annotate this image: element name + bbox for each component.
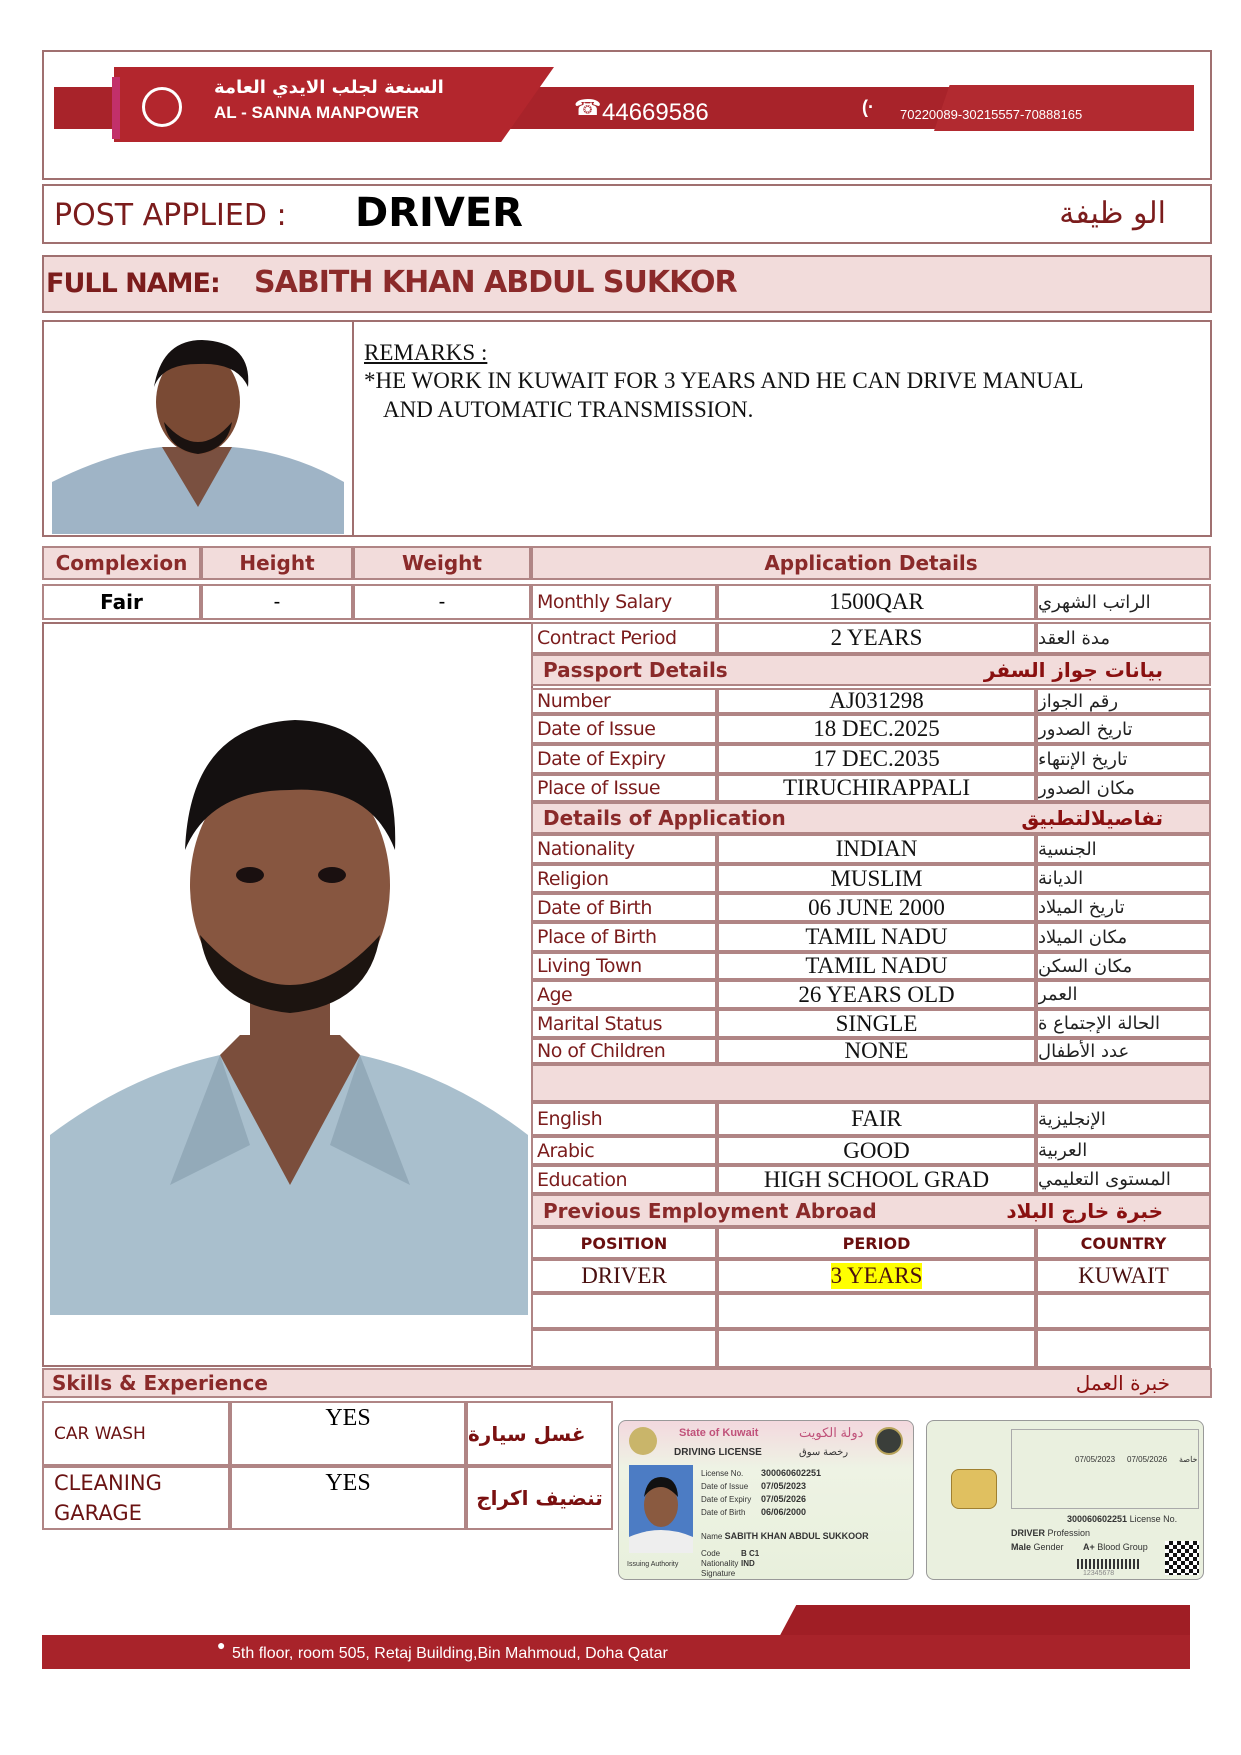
row-label-ar: الراتب الشهري <box>1036 584 1211 620</box>
kuwait-emblem-icon <box>629 1427 657 1455</box>
license-issue-date: 07/05/2023 <box>761 1481 807 1491</box>
license-back-expiry: 07/05/2026 <box>1127 1455 1168 1464</box>
section-title-ar: بيانات جواز السفر <box>983 658 1163 682</box>
phone-number: 44669586 <box>602 99 709 126</box>
phone-icon: ☎ <box>574 95 602 120</box>
row-label: Nationality <box>531 834 717 864</box>
license-code-label: Code <box>701 1549 721 1558</box>
skills-header <box>42 1368 1212 1398</box>
row-value: 18 DEC.2025 <box>717 714 1036 744</box>
mobile-icon: (· <box>862 97 874 117</box>
row-label-ar: الجنسية <box>1036 834 1211 864</box>
post-applied-label: POST APPLIED : <box>54 198 287 233</box>
remarks-text-2: AND AUTOMATIC TRANSMISSION. <box>383 397 754 422</box>
globe-logo-icon <box>142 87 182 127</box>
passport-details-header <box>531 654 1211 686</box>
row-label-ar: المستوى التعليمي <box>1036 1165 1211 1194</box>
footer-banner <box>42 1605 1190 1669</box>
row-value: TAMIL NADU <box>717 922 1036 952</box>
previous-employment-header <box>531 1194 1211 1227</box>
license-name: SABITH KHAN ABDUL SUKKOOR <box>724 1531 869 1541</box>
license-field-label: Date of Issue <box>701 1482 749 1491</box>
row-label: Number <box>531 688 717 714</box>
skills-title-ar: خبرة العمل <box>1075 1371 1170 1395</box>
row-value: 17 DEC.2035 <box>717 744 1036 774</box>
license-code: B C1 <box>741 1549 760 1558</box>
employment-empty-cell <box>717 1329 1036 1368</box>
employment-empty-cell <box>531 1293 717 1329</box>
row-label-ar: مدة العقد <box>1036 622 1211 654</box>
row-label-ar: عدد الأطفال <box>1036 1038 1211 1064</box>
employment-column-header: POSITION <box>531 1227 717 1259</box>
skill-label: CAR WASH <box>42 1401 230 1466</box>
skills-title: Skills & Experience <box>52 1371 268 1395</box>
license-back-number-label: License No. <box>1129 1514 1178 1524</box>
license-back-number: 300060602251 <box>1067 1514 1128 1524</box>
applicant-photo-small <box>52 332 344 534</box>
row-label-ar: تاريخ الصدور <box>1036 714 1211 744</box>
applicant-photo-large <box>50 715 528 1315</box>
full-name-value: SABITH KHAN ABDUL SUKKOR <box>254 265 737 300</box>
row-label: Date of Expiry <box>531 744 717 774</box>
row-value: NONE <box>717 1038 1036 1064</box>
row-value: 26 YEARS OLD <box>717 980 1036 1009</box>
license-state: State of Kuwait <box>679 1427 759 1439</box>
skill-value: YES <box>230 1401 466 1466</box>
employment-column-header: COUNTRY <box>1036 1227 1211 1259</box>
license-back-profession-label: Profession <box>1047 1528 1091 1538</box>
row-label-ar: تاريخ الميلاد <box>1036 893 1211 922</box>
license-field-label: License No. <box>701 1469 744 1478</box>
height-value: - <box>201 584 353 620</box>
row-label-ar: العربية <box>1036 1136 1211 1165</box>
employment-cell: DRIVER <box>531 1259 717 1293</box>
row-value: TIRUCHIRAPPALI <box>717 774 1036 802</box>
row-label: English <box>531 1102 717 1136</box>
blank-row <box>531 1064 1211 1102</box>
license-nationality: IND <box>741 1559 755 1568</box>
location-pin-icon: ● <box>217 1637 226 1653</box>
license-nationality-label: Nationality <box>701 1559 739 1568</box>
row-label-ar: الحالة الإجتماع ة <box>1036 1009 1211 1038</box>
row-label: Contract Period <box>531 622 717 654</box>
row-label: No of Children <box>531 1038 717 1064</box>
row-label-ar: الإنجليزية <box>1036 1102 1211 1136</box>
license-field-label: Date of Birth <box>701 1508 746 1517</box>
row-value: 06 JUNE 2000 <box>717 893 1036 922</box>
license-expiry-date: 07/05/2026 <box>761 1494 807 1504</box>
row-label: Living Town <box>531 952 717 980</box>
row-label-ar: مكان الميلاد <box>1036 922 1211 952</box>
section-title-ar: خبرة خارج البلاد <box>1006 1198 1163 1223</box>
row-label: Education <box>531 1165 717 1194</box>
footer-address: 5th floor, room 505, Retaj Building,Bin Mahmoud, Doha Qatar <box>232 1645 668 1662</box>
license-birth-date: 06/06/2000 <box>761 1507 807 1517</box>
license-title-ar: رخصة سوق <box>799 1447 849 1458</box>
barcode <box>1077 1559 1139 1569</box>
mobile-numbers: 70220089-30215557-70888165 <box>900 107 1083 122</box>
license-name-label: Name <box>701 1532 723 1541</box>
employment-cell <box>717 1259 1036 1293</box>
weight-value: - <box>353 584 531 620</box>
driving-license-back <box>926 1420 1204 1580</box>
license-back-blood: A+ <box>1083 1542 1095 1552</box>
remarks-label: REMARKS : <box>364 340 488 365</box>
application-details-header: Application Details <box>531 546 1211 580</box>
qr-code-icon <box>1165 1541 1199 1575</box>
row-label: Date of Issue <box>531 714 717 744</box>
employment-empty-cell <box>1036 1293 1211 1329</box>
row-value: FAIR <box>717 1102 1036 1136</box>
row-label-ar: العمر <box>1036 980 1211 1009</box>
section-title: Previous Employment Abroad <box>543 1198 877 1223</box>
license-title: DRIVING LICENSE <box>674 1447 762 1458</box>
row-value: 2 YEARS <box>717 622 1036 654</box>
skill-label-ar: تنضيف اكراج <box>466 1466 613 1530</box>
row-label: Age <box>531 980 717 1009</box>
post-applied-value: DRIVER <box>355 190 523 236</box>
complexion-header: Complexion <box>42 546 201 580</box>
license-back-gender: Male <box>1011 1542 1032 1552</box>
row-value: 1500QAR <box>717 584 1036 620</box>
row-label: Arabic <box>531 1136 717 1165</box>
highlighted-period: 3 YEARS <box>830 1263 923 1288</box>
license-issuing-authority: Issuing Authority <box>627 1561 679 1568</box>
row-label: Date of Birth <box>531 893 717 922</box>
complexion-value: Fair <box>42 584 201 620</box>
skill-label-ar: غسل سيارة <box>466 1401 613 1466</box>
post-applied-label-ar: الو ظيفة <box>1059 196 1166 231</box>
skill-value: YES <box>230 1466 466 1530</box>
row-value: HIGH SCHOOL GRAD <box>717 1165 1036 1194</box>
license-field-label: Date of Expiry <box>701 1495 752 1504</box>
license-state-ar: دولة الكويت <box>799 1425 864 1440</box>
license-back-blood-label: Blood Group <box>1097 1542 1148 1552</box>
employment-cell: KUWAIT <box>1036 1259 1211 1293</box>
employment-empty-cell <box>717 1293 1036 1329</box>
weight-header: Weight <box>353 546 531 580</box>
barcode-number: 12345678 <box>1083 1570 1115 1577</box>
company-name: AL - SANNA MANPOWER <box>214 103 419 122</box>
company-name-ar: السنعة لجلب الايدي العامة <box>214 77 444 98</box>
row-label: Religion <box>531 864 717 893</box>
company-banner <box>54 67 1194 142</box>
row-label: Place of Birth <box>531 922 717 952</box>
section-title: Details of Application <box>543 806 786 830</box>
license-back-gender-label: Gender <box>1033 1542 1064 1552</box>
row-value: MUSLIM <box>717 864 1036 893</box>
license-signature-label: Signature <box>701 1569 736 1578</box>
row-label-ar: رقم الجواز <box>1036 688 1211 714</box>
row-label-ar: مكان الصدور <box>1036 774 1211 802</box>
driving-license-front <box>618 1420 914 1580</box>
license-photo <box>629 1465 693 1553</box>
row-label-ar: الديانة <box>1036 864 1211 893</box>
employment-column-header: PERIOD <box>717 1227 1036 1259</box>
license-back-profession: DRIVER <box>1011 1528 1046 1538</box>
skill-label: CLEANING GARAGE <box>42 1466 230 1530</box>
license-back-issue: 07/05/2023 <box>1075 1455 1116 1464</box>
details-of-application-header <box>531 802 1211 834</box>
section-title: Passport Details <box>543 658 728 682</box>
license-number: 300060602251 <box>761 1468 822 1478</box>
gcc-emblem-icon <box>875 1427 903 1455</box>
row-label-ar: تاريخ الإنتهاء <box>1036 744 1211 774</box>
chip-icon <box>951 1469 997 1509</box>
row-value: INDIAN <box>717 834 1036 864</box>
full-name-label: FULL NAME: <box>46 268 220 299</box>
height-header: Height <box>201 546 353 580</box>
row-label-ar: مكان السكن <box>1036 952 1211 980</box>
row-value: TAMIL NADU <box>717 952 1036 980</box>
license-back-type: خاصة <box>1179 1455 1198 1464</box>
section-title-ar: تفاصيلالتطبيق <box>1021 806 1163 830</box>
employment-empty-cell <box>1036 1329 1211 1368</box>
employment-empty-cell <box>531 1329 717 1368</box>
remarks-text-1: *HE WORK IN KUWAIT FOR 3 YEARS AND HE CAN DRIVE MANUAL <box>364 368 1084 393</box>
row-value: AJ031298 <box>717 688 1036 714</box>
row-value: GOOD <box>717 1136 1036 1165</box>
row-label: Marital Status <box>531 1009 717 1038</box>
row-label: Place of Issue <box>531 774 717 802</box>
row-value: SINGLE <box>717 1009 1036 1038</box>
row-label: Monthly Salary <box>531 584 717 620</box>
